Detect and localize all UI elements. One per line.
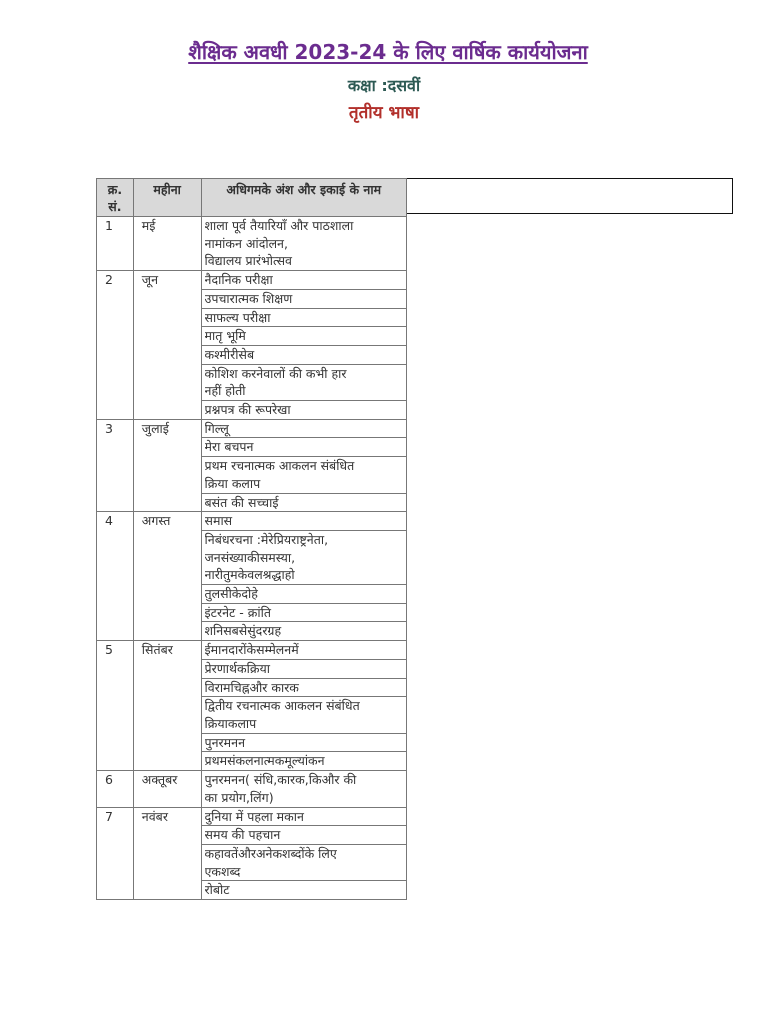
month-cell: अगस्त bbox=[133, 512, 201, 641]
serial-number-cell: 6 bbox=[97, 771, 134, 807]
unit-text: शाला पूर्व तैयारियाँ और पाठशाला bbox=[204, 218, 354, 233]
unit-text: जनसंख्याकीसमस्या, bbox=[204, 549, 296, 565]
table-row bbox=[97, 512, 407, 531]
class-label: कक्षा :दसवीं bbox=[347, 76, 421, 95]
unit-cell bbox=[201, 826, 406, 845]
unit-cell bbox=[201, 771, 406, 807]
table-row bbox=[97, 217, 407, 271]
unit-cell bbox=[201, 733, 406, 752]
serial-number-cell: 1 bbox=[97, 217, 134, 271]
unit-text: बसंत की सच्चाई bbox=[204, 494, 279, 510]
unit-text: कश्मीरीसेब bbox=[204, 346, 255, 362]
page-title: शैक्षिक अवधी 2023-24 के लिए वार्षिक कार्ययोजना bbox=[188, 40, 588, 64]
unit-text: प्रेरणार्थकक्रिया bbox=[204, 660, 270, 676]
unit-cell bbox=[201, 603, 406, 622]
month-cell: सितंबर bbox=[133, 641, 201, 771]
column-header-units: अधिगमके अंश और इकाई के नाम bbox=[201, 179, 406, 217]
unit-cell bbox=[201, 401, 406, 420]
unit-cell bbox=[201, 585, 406, 604]
unit-text: विरामचिह्नऔर कारक bbox=[204, 679, 299, 695]
unit-cell bbox=[201, 530, 406, 584]
unit-text: क्रियाकलाप bbox=[204, 715, 257, 731]
unit-text: विद्यालय प्रारंभोत्सव bbox=[204, 253, 292, 269]
subject-label: तृतीय भाषा bbox=[348, 103, 420, 123]
annual-plan-table bbox=[96, 178, 407, 900]
unit-cell bbox=[201, 217, 406, 271]
unit-text: मातृ भूमि bbox=[204, 328, 246, 344]
unit-cell bbox=[201, 419, 406, 438]
empty-header-box bbox=[397, 178, 733, 214]
unit-text: नारीतुमकेवलश्रद्धाहो bbox=[204, 567, 295, 583]
unit-text: समास bbox=[204, 513, 233, 529]
column-header-serial: क्र. सं. bbox=[97, 179, 134, 217]
unit-cell bbox=[201, 308, 406, 327]
unit-text: नहीं होती bbox=[204, 383, 246, 399]
unit-cell bbox=[201, 641, 406, 660]
table-row bbox=[97, 641, 407, 660]
unit-cell bbox=[201, 622, 406, 641]
unit-text: समय की पहचान bbox=[204, 827, 281, 843]
table-row bbox=[97, 271, 407, 290]
serial-number-cell: 2 bbox=[97, 271, 134, 420]
unit-cell bbox=[201, 844, 406, 880]
unit-cell bbox=[201, 457, 406, 493]
month-cell: अक्तूबर bbox=[133, 771, 201, 807]
unit-text: नामांकन आंदोलन, bbox=[204, 235, 288, 251]
unit-cell bbox=[201, 345, 406, 364]
unit-text: पुनरमनन( संधि,कारक,किऔर की bbox=[204, 772, 357, 788]
unit-cell bbox=[201, 438, 406, 457]
unit-text: प्रश्नपत्र की रूपरेखा bbox=[204, 402, 291, 418]
unit-text: नैदानिक परीक्षा bbox=[204, 272, 273, 288]
unit-text: गिल्लू bbox=[204, 420, 229, 436]
month-cell: जुलाई bbox=[133, 419, 201, 512]
unit-cell bbox=[201, 493, 406, 512]
unit-cell bbox=[201, 327, 406, 346]
month-cell: नवंबर bbox=[133, 807, 201, 900]
table-row bbox=[97, 771, 407, 807]
unit-text: मेरा बचपन bbox=[204, 439, 254, 455]
unit-text: तुलसीकेदोहे bbox=[204, 586, 258, 602]
unit-cell bbox=[201, 271, 406, 290]
unit-cell bbox=[201, 807, 406, 826]
unit-cell bbox=[201, 512, 406, 531]
serial-number-cell: 3 bbox=[97, 419, 134, 512]
unit-cell bbox=[201, 697, 406, 733]
serial-number-cell: 5 bbox=[97, 641, 134, 771]
unit-cell bbox=[201, 752, 406, 771]
unit-text: निबंधरचना :मेरेप्रियराष्ट्रनेता, bbox=[204, 531, 329, 547]
serial-number-cell: 7 bbox=[97, 807, 134, 900]
serial-number-cell: 4 bbox=[97, 512, 134, 641]
unit-text: का प्रयोग,लिंग) bbox=[204, 789, 274, 805]
unit-text: कहावतेंऔरअनेकशब्दोंके लिए bbox=[204, 845, 337, 861]
unit-text: कोशिश करनेवालों की कभी हार bbox=[204, 365, 347, 381]
unit-cell bbox=[201, 659, 406, 678]
unit-cell bbox=[201, 678, 406, 697]
table-body bbox=[97, 217, 407, 900]
month-cell: जून bbox=[133, 271, 201, 420]
unit-text: प्रथम रचनात्मक आकलन संबंधित bbox=[204, 458, 355, 474]
unit-text: दुनिया में पहला मकान bbox=[204, 808, 304, 824]
unit-text: साफल्य परीक्षा bbox=[204, 309, 271, 325]
unit-text: उपचारात्मक शिक्षण bbox=[204, 290, 293, 306]
unit-text: शनिसबसेसुंदरग्रह bbox=[204, 623, 282, 639]
unit-text: रोबोट bbox=[204, 882, 230, 898]
table-row bbox=[97, 807, 407, 826]
unit-cell bbox=[201, 289, 406, 308]
column-header-month: महीना bbox=[133, 179, 201, 217]
unit-cell bbox=[201, 881, 406, 900]
unit-text: प्रथमसंकलनात्मकमूल्यांकन bbox=[204, 753, 325, 769]
unit-text: ईमानदारोंकेसम्मेलनमें bbox=[204, 642, 299, 658]
unit-text: एकशब्द bbox=[204, 863, 241, 879]
unit-text: इंटरनेट - क्रांति bbox=[204, 604, 271, 620]
unit-cell bbox=[201, 364, 406, 400]
table-row bbox=[97, 419, 407, 438]
month-cell: मई bbox=[133, 217, 201, 271]
unit-text: पुनरमनन bbox=[204, 734, 246, 750]
table-header-row bbox=[97, 179, 407, 217]
unit-text: द्वितीय रचनात्मक आकलन संबंधित bbox=[204, 698, 360, 714]
unit-text: क्रिया कलाप bbox=[204, 475, 261, 491]
